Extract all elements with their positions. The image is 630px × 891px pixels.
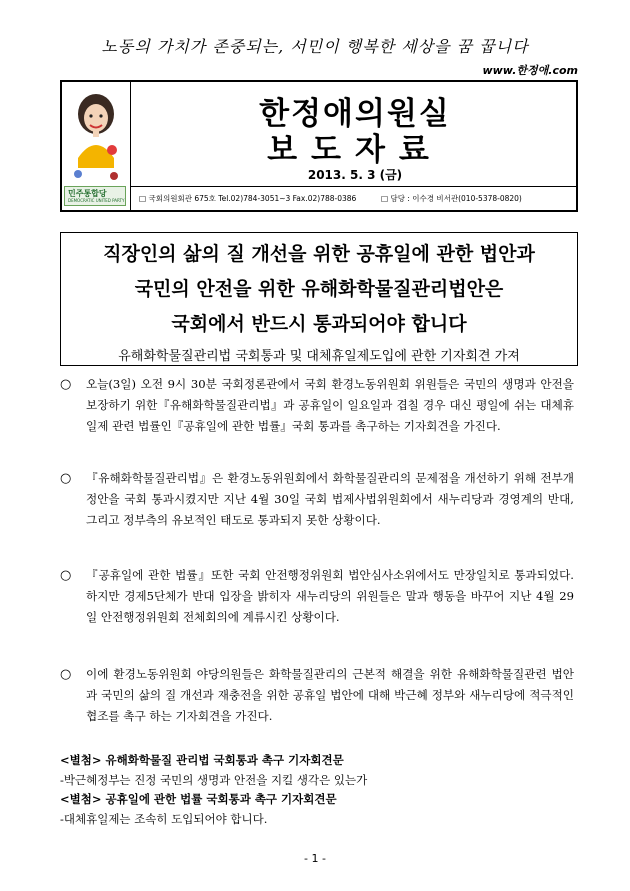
press-release-title: 보도자료 [267, 132, 443, 168]
headline-line-1: 직장인의 삶의 질 개선을 위한 공휴일에 관한 법안과 [103, 243, 535, 265]
party-logo [64, 186, 126, 206]
bullet-circle-icon: ○ [60, 377, 72, 392]
paragraph-text: 『유해화학물질관리법』은 환경노동위원회에서 화학물질관리의 문제점을 개선하기 위해 전부개정안을 국회 통과시켰지만 지난 4월 30일 국회 법제사법위원회에서 새누리당과 경영계의 반대, 그리고 정부측의 유보적인 태도로 통과되지 못한 상황이다. [86, 471, 574, 527]
party-name-en: DEMOCRATIC UNITED PARTY [68, 198, 125, 203]
headline-subtitle: 유해화학물질관리법 국회통과 및 대체휴일제도입에 관한 기자회견 가져 [118, 349, 520, 364]
attachment-title: <별첨> 공휴일에 관한 법률 국회통과 촉구 기자회견문 [60, 792, 337, 806]
paragraph-text: 『공휴일에 관한 법률』또한 국회 안전행정위원회 법안심사소위에서도 만장일치로 통과되었다. 하지만 경제5단체가 반대 입장을 밝히자 새누리당의 위원들은 말과 행동을 바꾸어 지난 4월 29일 안전행정위원회 전체회의에 계류시킨 상황이다. [86, 568, 574, 624]
attachment-note: -대체휴일제는 조속히 도입되어야 합니다. [60, 812, 268, 826]
headline-line-3: 국회에서 반드시 통과되어야 합니다 [171, 313, 467, 335]
paragraph-text: 이에 환경노동위원회 야당의원들은 화학물질관리의 근본적 해결을 위한 유해화학물질관련 법안과 국민의 삶의 질 개선과 재충전을 위한 공휴일 법안에 대해 박근혜 정부와 새누리당에 적극적인 협조를 촉구 하는 기자회견을 가진다. [86, 667, 574, 723]
release-date: 2013. 5. 3 (금) [307, 168, 403, 182]
staff-contact: □ 담당 : 이수경 비서관(010-5378-0820) [381, 194, 522, 203]
attachment-note: -박근혜정부는 진정 국민의 생명과 안전을 지킬 생각은 있는가 [60, 773, 368, 787]
press-header [60, 80, 578, 212]
office-contact: □ 국회의원회관 675호 Tel.02)784-3051~3 Fax.02)788-0386 [139, 194, 357, 203]
headline-box [60, 232, 578, 366]
attachment-title: <별첨> 유해화학물질 관리법 국회통과 촉구 기자회견문 [60, 753, 344, 767]
paragraph [60, 468, 574, 531]
office-title: 한정애의원실 [259, 96, 451, 132]
bullet-circle-icon: ○ [60, 667, 72, 682]
page-number: - 1 - [304, 852, 326, 865]
paragraph-text: 오늘(3일) 오전 9시 30분 국회정론관에서 국회 환경노동위원회 위원들은 국민의 생명과 안전을 보장하기 위한『유해화학물질관리법』과 공휴일이 일요일과 겹칠 경우 대신 평일에 쉬는 대체휴일제 관련 법률인『공휴일에 관한 법률』국회 통과를 촉구하는 기자회견을 가진다. [86, 377, 574, 433]
website-link[interactable]: www.한정애.com [482, 64, 578, 77]
bullet-circle-icon: ○ [60, 471, 72, 486]
paragraph [60, 374, 574, 437]
headline-line-2: 국민의 안전을 위한 유해화학물질관리법안은 [134, 278, 504, 300]
party-name: 민주통합당 [68, 189, 107, 198]
paragraph [60, 664, 574, 727]
paragraph [60, 565, 574, 628]
lawmaker-portrait [68, 88, 124, 184]
bullet-circle-icon: ○ [60, 568, 72, 583]
logo-column [62, 82, 131, 210]
slogan: 노동의 가치가 존중되는, 서민이 행복한 세상을 꿈 꿉니다 [101, 37, 529, 56]
contact-bar [131, 186, 578, 211]
